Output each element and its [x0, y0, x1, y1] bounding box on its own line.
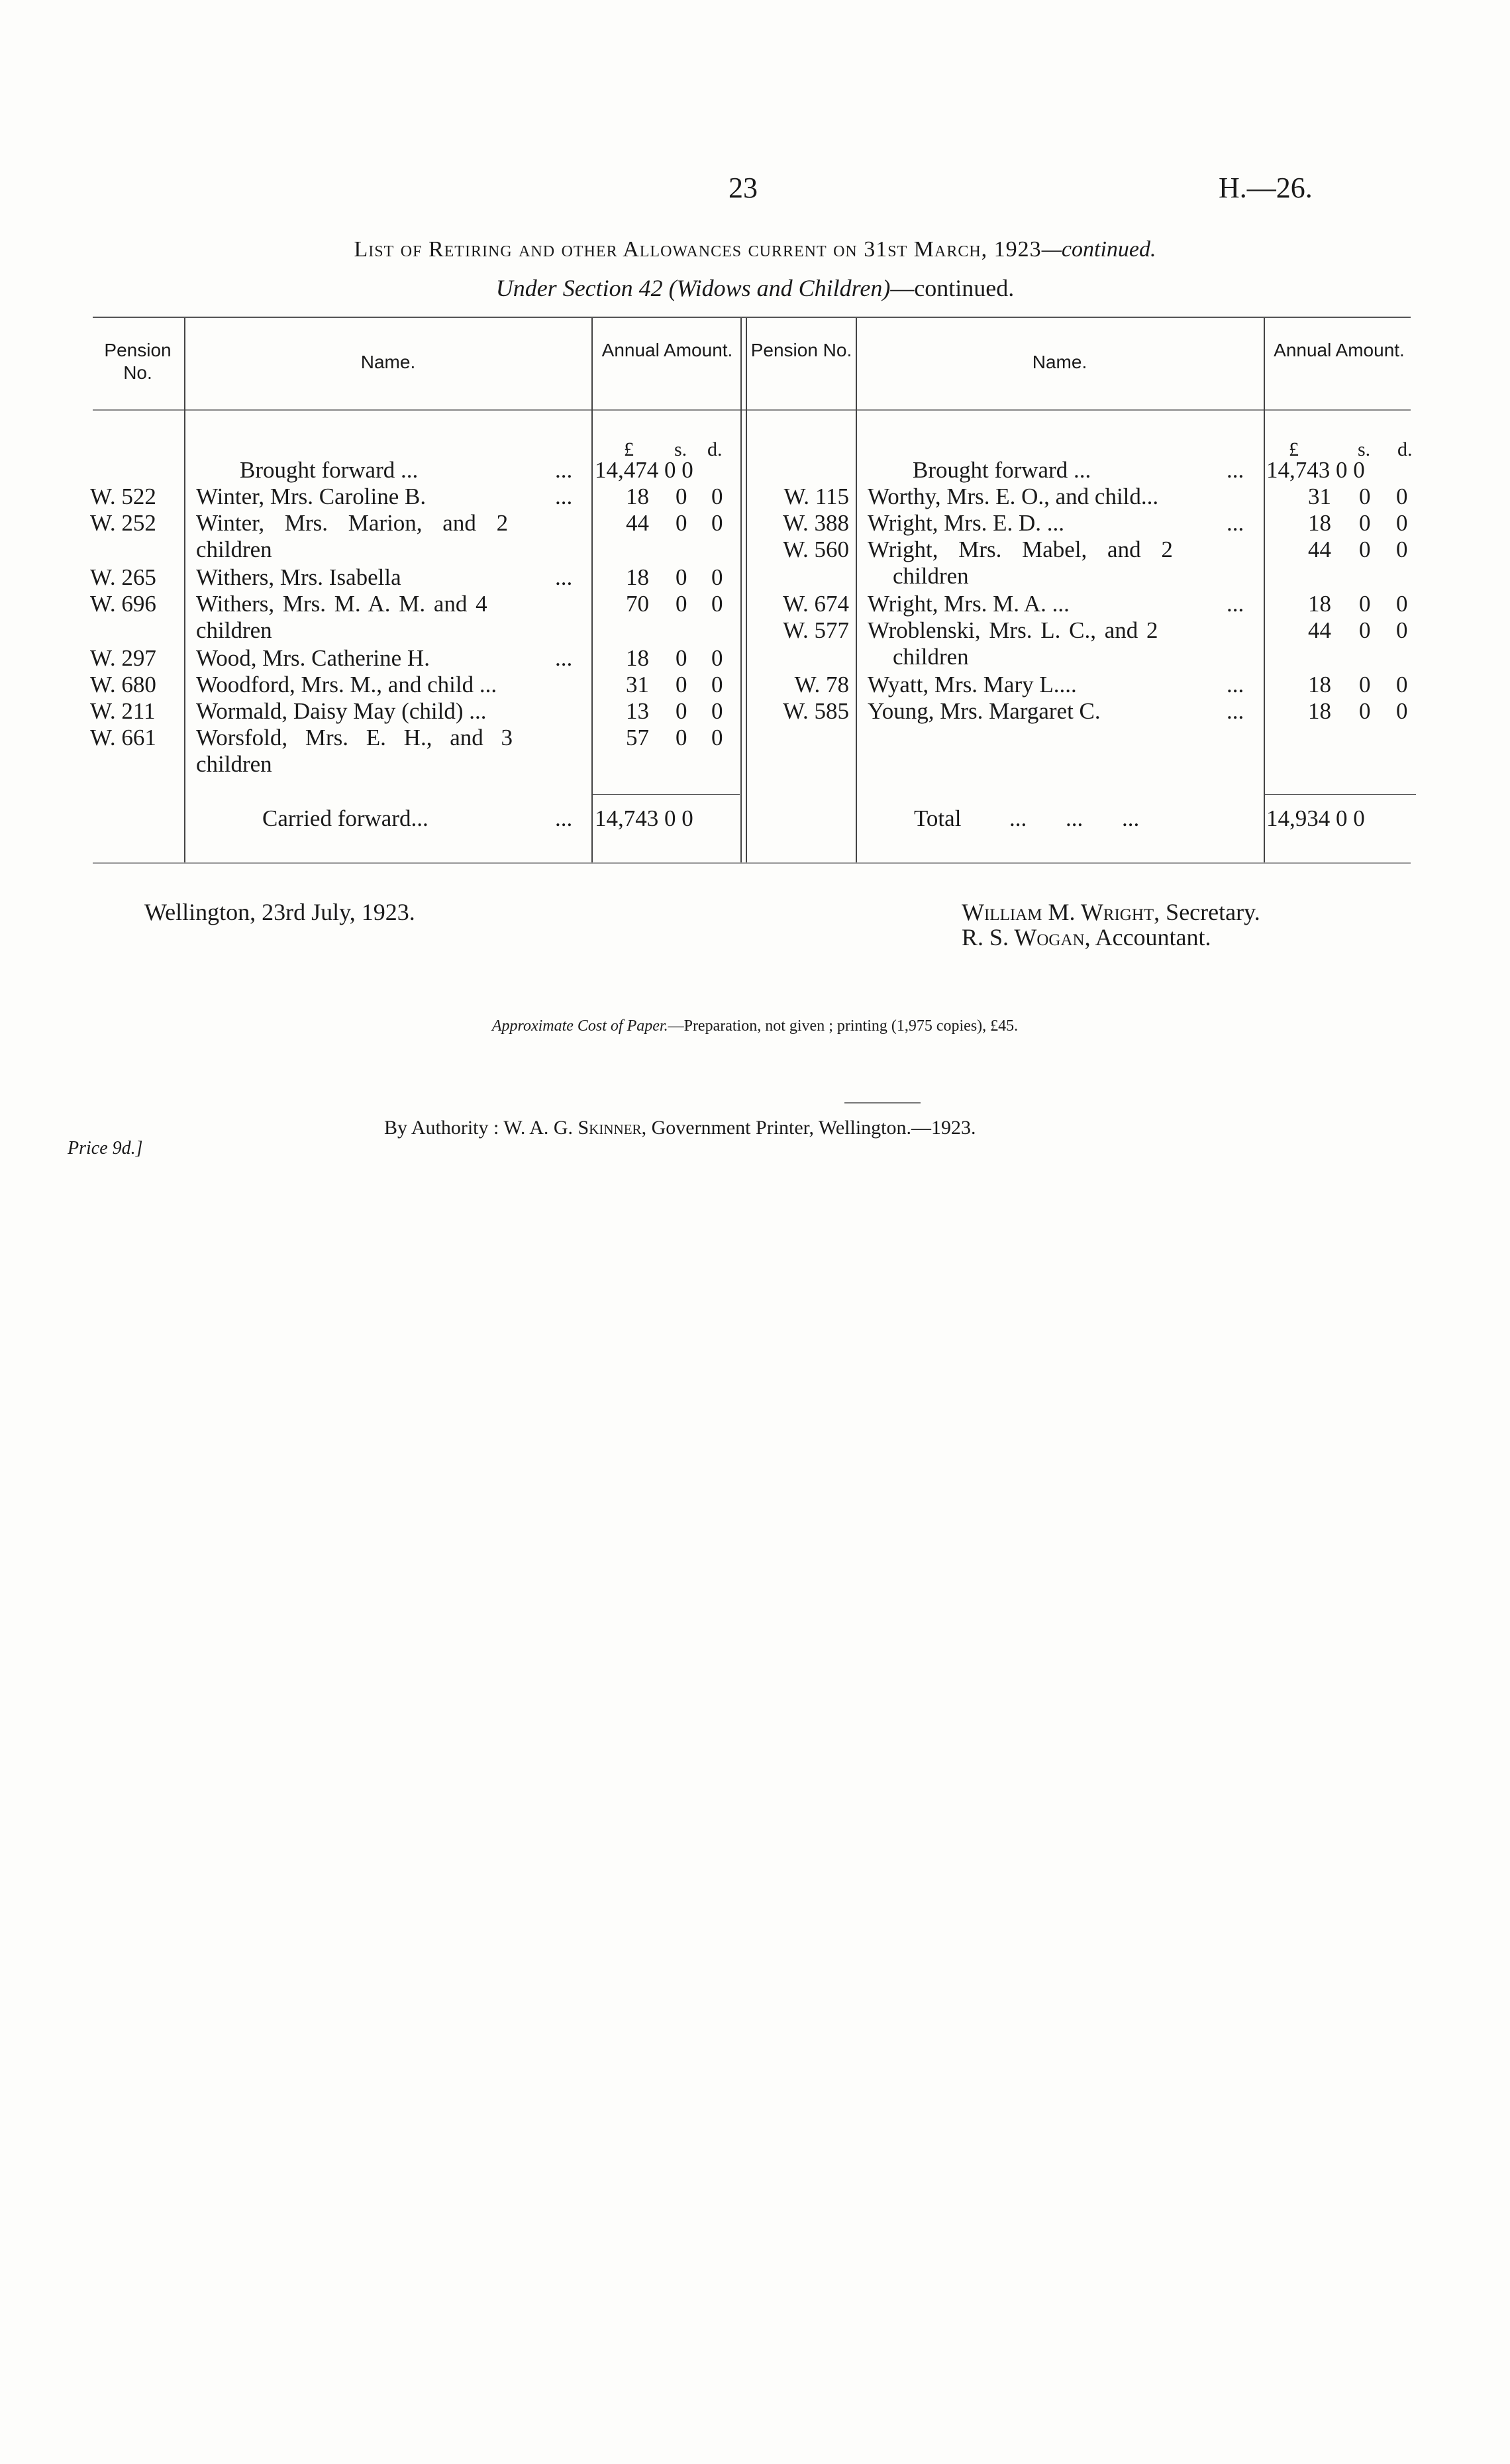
pensioner-name-continued: children — [196, 617, 272, 643]
pensioner-name: Young, Mrs. Margaret C. — [868, 698, 1101, 724]
header-pension-no: Pension No. — [750, 340, 852, 360]
list-title-main: List of Retiring and other Allowances current on 31st March, 1923 — [354, 237, 1042, 262]
amount-shillings: 0 — [1359, 510, 1371, 536]
pension-no: W. 211 — [90, 698, 156, 724]
leader-dots: ... — [555, 645, 573, 671]
pensioner-name: Wright, Mrs. Mabel, and 2 — [868, 537, 1173, 562]
amount-pence: 0 — [1396, 537, 1408, 562]
accountant-name: R. S. Wogan — [962, 924, 1085, 950]
amount-pence: 0 — [711, 484, 723, 509]
brought-forward-label: Brought forward ... — [913, 457, 1091, 483]
amount-pence: 0 — [1396, 510, 1408, 536]
amount-pounds: 31 — [1308, 484, 1331, 509]
amount-shillings: 0 — [1359, 591, 1371, 617]
unit-pounds: £ — [624, 438, 634, 460]
page-number: 23 — [729, 172, 758, 204]
right-sum-rule — [1265, 794, 1416, 795]
amount-shillings: 0 — [676, 591, 687, 617]
total-amount: 14,934 0 0 — [1266, 805, 1365, 831]
accountant-signature — [962, 923, 1211, 951]
header-annual-amount: Annual Amount. — [601, 340, 733, 360]
amount-pounds: 31 — [626, 672, 649, 697]
unit-shillings: s. — [1358, 438, 1371, 460]
amount-shillings: 0 — [676, 645, 687, 671]
secretary-name: William M. Wright — [962, 899, 1154, 925]
pension-no: W. 585 — [783, 698, 849, 724]
pensioner-name: Wood, Mrs. Catherine H. — [196, 645, 430, 671]
amount-pounds: 18 — [1308, 672, 1331, 697]
leader-dots: ... — [1227, 672, 1244, 697]
pension-no: W. 297 — [90, 645, 156, 671]
col-divider — [740, 318, 742, 862]
amount-shillings: 0 — [1359, 617, 1371, 643]
brought-forward-amount: 14,474 0 0 — [595, 457, 693, 483]
leader-dots: ... — [555, 564, 573, 590]
header-bottom-rule — [93, 409, 1411, 411]
printer-imprint — [384, 1117, 976, 1139]
pensioner-name: Wright, Mrs. M. A. ... — [868, 591, 1070, 617]
pensioner-name-continued: children — [196, 537, 272, 562]
unit-shillings: s. — [674, 438, 687, 460]
header-pension-no: Pension No. — [104, 340, 172, 383]
carried-forward-label: Carried forward... — [262, 805, 428, 831]
col-divider — [591, 318, 593, 862]
amount-pounds: 13 — [626, 698, 649, 724]
amount-pence: 0 — [711, 591, 723, 617]
header-name: Name. — [1032, 352, 1087, 372]
pensioner-name: Wormald, Daisy May (child) ... — [196, 698, 487, 724]
amount-pence: 0 — [711, 698, 723, 724]
amount-pounds: 18 — [1308, 698, 1331, 724]
amount-pounds: 18 — [1308, 591, 1331, 617]
leader-dots: ... — [1227, 591, 1244, 617]
pensioner-name-continued: children — [893, 563, 969, 589]
pensioner-name: Worthy, Mrs. E. O., and child... — [868, 484, 1159, 509]
leader-dots: ... — [1227, 510, 1244, 536]
pension-no: W. 680 — [90, 672, 156, 697]
leader-dots: ... ... ... — [1009, 805, 1140, 831]
pension-no: W. 560 — [783, 537, 849, 562]
pension-no: W. 252 — [90, 510, 156, 536]
price-label: Price 9d.] — [68, 1138, 143, 1158]
section-subtitle — [0, 274, 1510, 302]
brought-forward-label: Brought forward ... — [240, 457, 419, 483]
pension-no: W. 661 — [90, 725, 156, 750]
section-subtitle-suffix: —continued. — [890, 275, 1015, 301]
pensioner-name: Winter, Mrs. Caroline B. — [196, 484, 427, 509]
amount-pence: 0 — [1396, 698, 1408, 724]
amount-pounds: 44 — [1308, 617, 1331, 643]
secretary-signature — [962, 898, 1260, 926]
amount-pence: 0 — [711, 672, 723, 697]
amount-pence: 0 — [1396, 591, 1408, 617]
brought-forward-amount: 14,743 0 0 — [1266, 457, 1365, 483]
pensioner-name-continued: children — [196, 751, 272, 777]
col-divider — [1264, 318, 1265, 862]
amount-shillings: 0 — [676, 725, 687, 750]
pension-no: W. 577 — [783, 617, 849, 643]
pensioner-name: Wright, Mrs. E. D. ... — [868, 510, 1065, 536]
unit-pence: d. — [707, 438, 723, 460]
amount-pounds: 44 — [1308, 537, 1331, 562]
amount-pounds: 44 — [626, 510, 649, 536]
list-title-suffix: —continued. — [1041, 237, 1156, 262]
pension-no: W. 115 — [783, 484, 849, 509]
leader-dots: ... — [1227, 698, 1244, 724]
amount-shillings: 0 — [1359, 537, 1371, 562]
cost-text: —Preparation, not given ; printing (1,975 copies), £45. — [668, 1017, 1019, 1035]
amount-pounds: 18 — [626, 484, 649, 509]
amount-pounds: 57 — [626, 725, 649, 750]
table-bottom-rule — [93, 862, 1411, 864]
amount-pounds: 18 — [1308, 510, 1331, 536]
col-divider — [184, 318, 185, 862]
amount-shillings: 0 — [1359, 672, 1371, 697]
amount-pence: 0 — [711, 645, 723, 671]
amount-pounds: 70 — [626, 591, 649, 617]
amount-shillings: 0 — [1359, 484, 1371, 509]
header-name: Name. — [360, 352, 416, 372]
leader-dots: ... — [555, 805, 573, 831]
amount-shillings: 0 — [676, 672, 687, 697]
col-divider — [856, 318, 857, 862]
pension-no: W. 696 — [90, 591, 156, 617]
table-top-rule — [93, 317, 1411, 318]
document-reference: H.—26. — [1219, 172, 1313, 204]
amount-pence: 0 — [711, 510, 723, 536]
secretary-title: , Secretary. — [1154, 899, 1260, 925]
pension-no: W. 522 — [90, 484, 156, 509]
pension-no: W. 388 — [783, 510, 849, 536]
amount-shillings: 0 — [676, 510, 687, 536]
carried-forward-amount: 14,743 0 0 — [595, 805, 693, 831]
header-annual-amount: Annual Amount. — [1274, 340, 1405, 360]
pension-no: W. 78 — [794, 672, 849, 697]
list-title — [0, 237, 1510, 262]
amount-shillings: 0 — [676, 698, 687, 724]
imprint-printer-name: Skinner — [578, 1117, 642, 1139]
imprint-prefix: By Authority : W. A. G. — [384, 1117, 578, 1139]
pensioner-name-continued: children — [893, 644, 969, 670]
pension-no: W. 674 — [783, 591, 849, 617]
pensioner-name: Woodford, Mrs. M., and child ... — [196, 672, 497, 697]
leader-dots: ... — [555, 457, 573, 483]
amount-shillings: 0 — [1359, 698, 1371, 724]
accountant-title: , Accountant. — [1084, 924, 1211, 950]
pensioner-name: Withers, Mrs. M. A. M. and 4 — [196, 591, 487, 617]
pension-no: W. 265 — [90, 564, 156, 590]
col-divider — [746, 318, 747, 862]
leader-dots: ... — [555, 484, 573, 509]
amount-pounds: 18 — [626, 564, 649, 590]
pensioner-name: Wyatt, Mrs. Mary L.... — [868, 672, 1077, 697]
amount-pence: 0 — [711, 564, 723, 590]
amount-pence: 0 — [1396, 672, 1408, 697]
amount-pence: 0 — [1396, 484, 1408, 509]
pensioner-name: Worsfold, Mrs. E. H., and 3 — [196, 725, 513, 750]
left-sum-rule — [593, 794, 740, 795]
amount-pounds: 18 — [626, 645, 649, 671]
cost-of-paper-note — [0, 1017, 1510, 1035]
amount-shillings: 0 — [676, 564, 687, 590]
amount-shillings: 0 — [676, 484, 687, 509]
divider — [844, 1102, 921, 1104]
place-and-date: Wellington, 23rd July, 1923. — [144, 899, 415, 925]
pensioner-name: Withers, Mrs. Isabella — [196, 564, 401, 590]
leader-dots: ... — [1227, 457, 1244, 483]
pensioner-name: Winter, Mrs. Marion, and 2 — [196, 510, 509, 536]
total-label: Total — [914, 805, 962, 831]
cost-label: Approximate Cost of Paper. — [491, 1017, 668, 1035]
unit-pence: d. — [1397, 438, 1413, 460]
pensioner-name: Wroblenski, Mrs. L. C., and 2 — [868, 617, 1158, 643]
amount-pence: 0 — [711, 725, 723, 750]
section-subtitle-italic: Under Section 42 (Widows and Children) — [495, 275, 891, 301]
imprint-suffix: , Government Printer, Wellington.—1923. — [641, 1117, 976, 1139]
unit-pounds: £ — [1289, 438, 1299, 460]
amount-pence: 0 — [1396, 617, 1408, 643]
